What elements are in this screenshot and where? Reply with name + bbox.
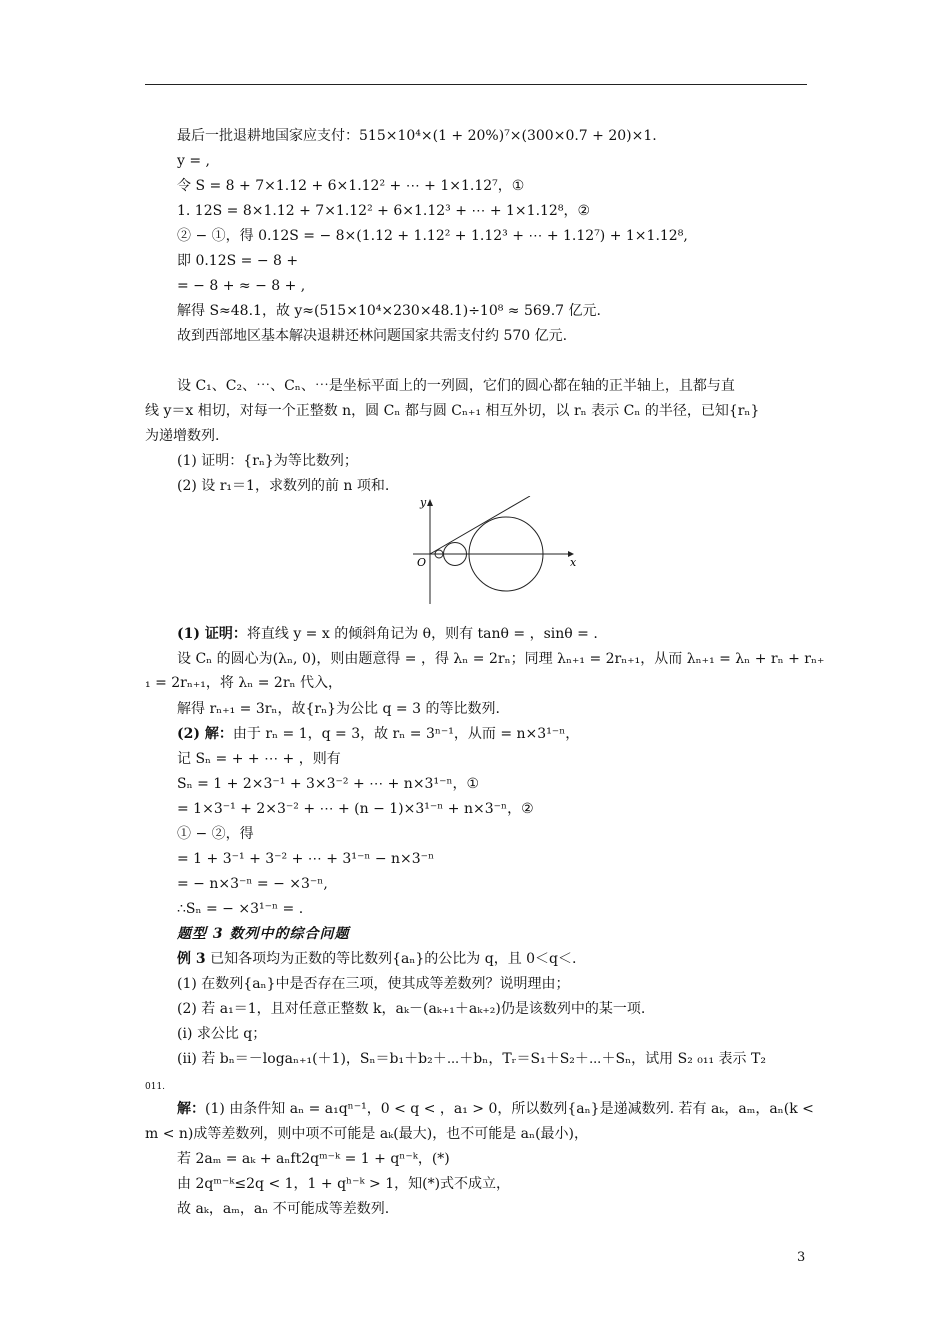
solution-label: 解： (177, 1101, 205, 1117)
solution-line: 若 2aₘ = aₖ + aₙft2qᵐ⁻ᵏ = 1 + qⁿ⁻ᵏ，(*) (177, 1151, 450, 1167)
solution-line: = 1×3⁻¹ + 2×3⁻² + ⋯ + (n − 1)×3¹⁻ⁿ + n×3⁻ⁿ，② (177, 801, 534, 817)
problem-text: 为递增数列. (145, 428, 220, 444)
text-line: 最后一批退耕地国家应支付：515×10⁴×(1 + 20%)⁷×(300×0.7 + 20)×1. (177, 128, 657, 144)
solution-line: ₁ = 2rₙ₊₁，将 λₙ = 2rₙ 代入， (145, 675, 343, 691)
tangent-line (430, 496, 530, 554)
y-label: y (420, 496, 427, 509)
solution-line: 由 2qᵐ⁻ᵏ≤2q < 1，1 + qʰ⁻ᵏ > 1，知(*)式不成立， (177, 1176, 511, 1192)
example-question-cont: 011. (145, 1082, 166, 1092)
solution-line: 设 Cₙ 的圆心为(λₙ, 0)，则由题意得 = ，得 λₙ = 2rₙ；同理 λₙ₊₁ = 2rₙ₊₁，从而 λₙ₊₁ = λₙ + rₙ + rₙ₊ (177, 651, 825, 667)
problem-question: (1) 证明：{rₙ}为等比数列； (177, 453, 358, 469)
solution-line: 故 aₖ，aₘ，aₙ 不可能成等差数列. (177, 1201, 390, 1217)
solution-line: ① − ②，得 (177, 826, 254, 842)
example-line: 例 3 已知各项均为正数的等比数列{aₙ}的公比为 q，且 0＜q＜. (177, 951, 577, 967)
circles-figure (408, 496, 578, 608)
solution-label: (2) 解： (177, 726, 233, 742)
example-question: (1) 在数列{aₙ}中是否存在三项，使其成等差数列？说明理由； (177, 976, 570, 992)
text-line: 解得 S≈48.1，故 y≈(515×10⁴×230×48.1)÷10⁸ ≈ 569.7 亿元. (177, 303, 601, 319)
solution-line: 解得 rₙ₊₁ = 3rₙ，故{rₙ}为公比 q = 3 的等比数列. (177, 701, 500, 717)
example-question: (ⅱ) 若 bₙ＝－logaₙ₊₁(＋1)，Sₙ＝b₁＋b₂＋⋯＋bₙ，Tᵣ＝S₁＋S₂＋⋯＋Sₙ，试用 S₂ ₀₁₁ 表示 T₂ (177, 1051, 766, 1067)
page-number: 3 (797, 1250, 806, 1265)
solution-line: 解：(1) 由条件知 aₙ = a₁qⁿ⁻¹，0 < q < ，a₁ > 0，所以数列{aₙ}是递减数列. 若有 aₖ，aₘ，aₙ(k < (177, 1101, 814, 1117)
text-line: 令 S = 8 + 7×1.12 + 6×1.12² + ⋯ + 1×1.12⁷，① (177, 178, 525, 194)
solution-line: (1) 证明：将直线 y = x 的倾斜角记为 θ，则有 tanθ = ，sinθ = . (177, 626, 598, 642)
solution-line: Sₙ = 1 + 2×3⁻¹ + 3×3⁻² + ⋯ + n×3¹⁻ⁿ，① (177, 776, 480, 792)
problem-question: (2) 设 r₁＝1，求数列的前 n 项和. (177, 478, 390, 494)
solution-line: m < n)成等差数列，则中项不可能是 aₖ(最大)，也不可能是 aₙ(最小)， (145, 1126, 588, 1142)
y-axis-arrow (427, 499, 433, 506)
solution-line: (2) 解：由于 rₙ = 1，q = 3，故 rₙ = 3ⁿ⁻¹，从而 = n×3¹⁻ⁿ， (177, 726, 580, 742)
solution-label: (1) 证明： (177, 626, 247, 642)
header-rule (145, 84, 807, 85)
problem-text: 设 C₁、C₂、⋯、Cₙ、⋯是坐标平面上的一列圆，它们的圆心都在轴的正半轴上，且都与直 (177, 378, 735, 394)
solution-line: = − n×3⁻ⁿ = − ×3⁻ⁿ, (177, 876, 328, 892)
problem-text: 线 y＝x 相切，对每一个正整数 n，圆 Cₙ 都与圆 Cₙ₊₁ 相互外切，以 rₙ 表示 Cₙ 的半径，已知{rₙ} (145, 403, 760, 419)
example-question: (ⅰ) 求公比 q； (177, 1026, 267, 1042)
example-question: (2) 若 a₁＝1，且对任意正整数 k，aₖ－(aₖ₊₁＋aₖ₊₂)仍是该数列中的某一项. (177, 1001, 646, 1017)
text-line: 即 0.12S = − 8 + (177, 253, 299, 269)
text-line: = − 8 + ≈ − 8 + , (177, 278, 306, 294)
text-line: y = , (177, 153, 210, 169)
origin-label: O (417, 556, 427, 569)
solution-line: = 1 + 3⁻¹ + 3⁻² + ⋯ + 3¹⁻ⁿ − n×3⁻ⁿ (177, 851, 435, 867)
x-label: x (570, 556, 577, 569)
text-line: 1. 12S = 8×1.12 + 7×1.12² + 6×1.12³ + ⋯ + 1×1.12⁸，② (177, 203, 590, 219)
solution-line: 记 Sₙ = + + ⋯ + ，则有 (177, 751, 341, 767)
section-heading: 题型 3 数列中的综合问题 (177, 926, 350, 942)
text-line: ② − ①，得 0.12S = − 8×(1.12 + 1.12² + 1.12³ + ⋯ + 1.12⁷) + 1×1.12⁸, (177, 228, 688, 244)
solution-line: ∴Sₙ = − ×3¹⁻ⁿ = . (177, 901, 304, 917)
example-label: 例 3 (177, 951, 206, 967)
text-line: 故到西部地区基本解决退耕还林问题国家共需支付约 570 亿元. (177, 328, 568, 344)
